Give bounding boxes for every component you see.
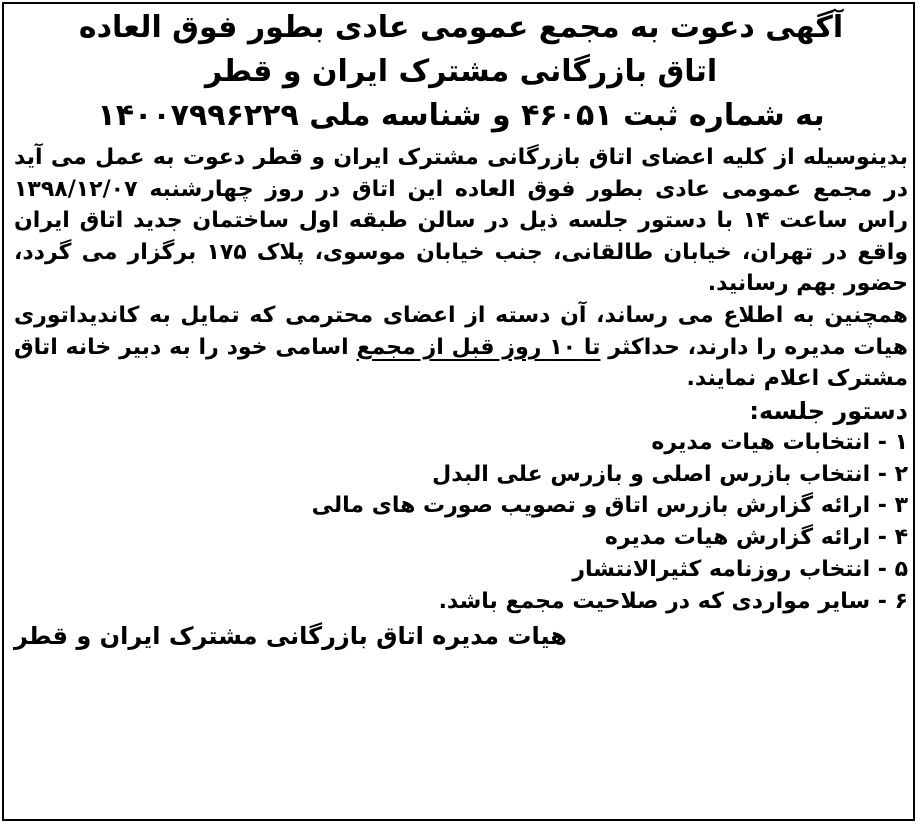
agenda-item: ۴ - ارائه گزارش هیات مدیره: [604, 525, 908, 551]
paragraph-2-start: همچنین به اطلاع می رساند، آن دسته از اعضای محترمی که تمایل به کاندیداتوری هیات مدیره را دارند، حداکثر: [14, 302, 908, 360]
body-paragraph-2: [14, 300, 908, 395]
notice: [14, 6, 908, 652]
agenda-item: ۶ - سایر مواردی که در صلاحیت مجمع باشد.: [438, 588, 908, 614]
title-line-1: آگهی دعوت به مجمع عمومی عادی بطور فوق العاده: [78, 10, 844, 45]
paragraph-2-end: اسامی خود را به دبیر خانه اتاق مشترک اعلام نمایند.: [14, 334, 908, 392]
agenda-item: ۵ - انتخاب روزنامه کثیرالانتشار: [572, 556, 908, 582]
body-paragraph-1: بدینوسیله از کلیه اعضای اتاق بازرگانی مشترک ایران و قطر دعوت به عمل می آید در مجمع عمومی عادی بطور فوق العاده این اتاق در روز چهارشنبه ۱۳۹۸/۱۲/۰۷ راس ساعت ۱۴ با دستور جلسه ذیل در سالن طبقه اول ساختمان جدید اتاق ایران واقع در تهران، خیابان طالقانی، جنب خیابان موسوی، پلاک ۱۷۵ برگزار می گردد، حضور بهم رسانید.: [14, 145, 908, 297]
agenda-list: [14, 427, 908, 618]
title-line-2: اتاق بازرگانی مشترک ایران و قطر: [204, 54, 718, 89]
signature-block: [14, 620, 908, 652]
deadline-underlined: تا ۱۰ روز قبل از مجمع: [356, 334, 601, 360]
agenda-item: ۳ - ارائه گزارش بازرس اتاق و تصویب صورت های مالی: [311, 493, 908, 519]
agenda-item: ۱ - انتخابات هیات مدیره: [651, 429, 908, 455]
agenda-item: ۲ - انتخاب بازرس اصلی و بازرس علی البدل: [432, 461, 908, 487]
title-line-3: به شماره ثبت ۴۶۰۵۱ و شناسه ملی ۱۴۰۰۷۹۹۶۲۲۹: [97, 98, 825, 133]
agenda-title: دستور جلسه:: [749, 396, 908, 425]
board-signature: هیات مدیره اتاق بازرگانی مشترک ایران و قطر: [14, 621, 567, 650]
